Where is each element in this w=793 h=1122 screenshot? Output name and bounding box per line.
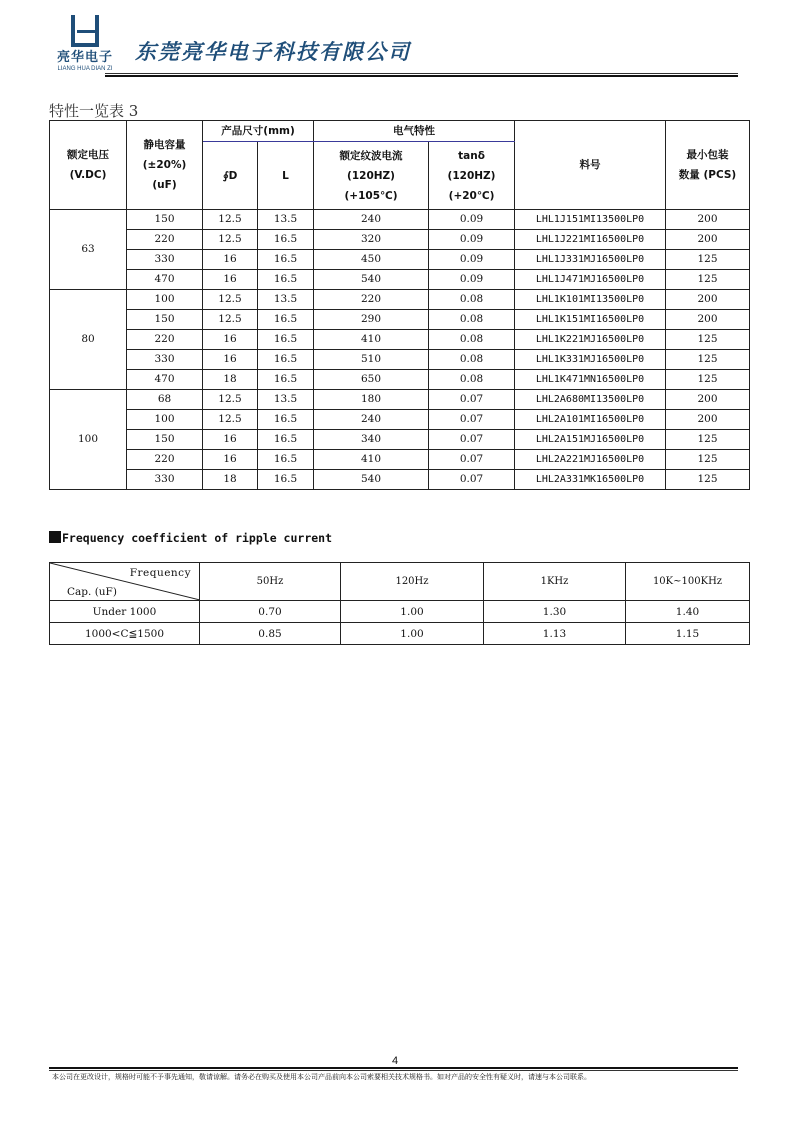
company-logo bbox=[50, 13, 120, 73]
section-title: 特性一览表 3 bbox=[49, 102, 139, 120]
header-text: (120HZ) bbox=[447, 169, 496, 182]
tan-delta-cell: 0.09 bbox=[429, 210, 515, 230]
header-text: 数量 (PCS) bbox=[678, 169, 737, 181]
tan-delta-cell: 0.07 bbox=[429, 470, 515, 490]
logo-chinese-text: 亮华电子 bbox=[56, 50, 113, 65]
length-cell: 16.5 bbox=[258, 430, 314, 450]
header-product-size: 产品尺寸(mm) bbox=[203, 121, 314, 142]
length-cell: 16.5 bbox=[258, 330, 314, 350]
length-cell: 16.5 bbox=[258, 270, 314, 290]
logo-english-text: LIANG HUA DIAN ZI bbox=[57, 66, 113, 72]
length-cell: 13.5 bbox=[258, 290, 314, 310]
capacitance-cell: 330 bbox=[127, 470, 203, 490]
spec-table-row bbox=[50, 470, 750, 490]
header-text: 静电容量 bbox=[143, 139, 186, 151]
ripple-current-cell: 410 bbox=[314, 450, 429, 470]
freq-value: 1.40 bbox=[626, 601, 750, 623]
min-pack-cell: 200 bbox=[666, 410, 750, 430]
capacitance-cell: 68 bbox=[127, 390, 203, 410]
spec-table-row bbox=[50, 390, 750, 410]
diameter-cell: 12.5 bbox=[203, 210, 258, 230]
ripple-current-cell: 340 bbox=[314, 430, 429, 450]
freq-title-text: Frequency coefficient of ripple current bbox=[62, 531, 333, 545]
min-pack-cell: 200 bbox=[666, 310, 750, 330]
ripple-current-cell: 540 bbox=[314, 270, 429, 290]
part-number-cell: LHL1K221MJ16500LP0 bbox=[515, 330, 666, 350]
min-pack-cell: 125 bbox=[666, 470, 750, 490]
freq-value: 0.70 bbox=[200, 601, 341, 623]
min-pack-cell: 125 bbox=[666, 270, 750, 290]
freq-value: 1.00 bbox=[341, 601, 484, 623]
logo-lh-mark-icon bbox=[68, 15, 102, 49]
min-pack-cell: 200 bbox=[666, 230, 750, 250]
header-text: 额定电压 bbox=[67, 149, 109, 161]
tan-delta-cell: 0.09 bbox=[429, 270, 515, 290]
footer-divider bbox=[49, 1070, 738, 1071]
capacitance-cell: 330 bbox=[127, 350, 203, 370]
page-number: 4 bbox=[392, 1055, 399, 1067]
tan-delta-cell: 0.09 bbox=[429, 250, 515, 270]
header-diameter: ∮D bbox=[203, 142, 258, 210]
freq-row bbox=[50, 601, 750, 623]
capacitance-cell: 100 bbox=[127, 290, 203, 310]
header-text: (V.DC) bbox=[69, 169, 107, 181]
capacitance-cell: 150 bbox=[127, 210, 203, 230]
footer-disclaimer: 本公司在更改设计，规格时可能不予事先通知，敬请谅解。请务必在购买及使用本公司产品前向本公司索要相关技术规格书。如对产品的安全性有疑义时，请速与本公司联系。 bbox=[52, 1073, 591, 1081]
capacitance-cell: 470 bbox=[127, 270, 203, 290]
company-name: 东莞亮华电子科技有限公司 bbox=[135, 40, 411, 64]
part-number-cell: LHL2A331MK16500LP0 bbox=[515, 470, 666, 490]
part-number-cell: LHL2A101MI16500LP0 bbox=[515, 410, 666, 430]
header-text: 最小包装 bbox=[686, 149, 729, 161]
freq-col-header: 50Hz bbox=[200, 563, 341, 601]
spec-table-row bbox=[50, 250, 750, 270]
freq-row bbox=[50, 623, 750, 645]
header-text: (±20%) bbox=[142, 159, 187, 171]
length-cell: 16.5 bbox=[258, 470, 314, 490]
tan-delta-cell: 0.08 bbox=[429, 290, 515, 310]
spec-table-row bbox=[50, 210, 750, 230]
diameter-cell: 16 bbox=[203, 250, 258, 270]
header-rated-voltage bbox=[50, 121, 127, 210]
header-ripple-current bbox=[314, 142, 429, 210]
corner-header-cell bbox=[50, 563, 200, 601]
freq-col-header: 1KHz bbox=[484, 563, 626, 601]
rated-voltage-cell: 63 bbox=[50, 210, 127, 290]
tan-delta-cell: 0.07 bbox=[429, 430, 515, 450]
spec-table-row bbox=[50, 290, 750, 310]
header-text: (+20℃) bbox=[448, 189, 495, 202]
tan-delta-cell: 0.08 bbox=[429, 370, 515, 390]
black-square-bullet-icon bbox=[49, 531, 61, 543]
part-number-cell: LHL2A151MJ16500LP0 bbox=[515, 430, 666, 450]
spec-table-row bbox=[50, 330, 750, 350]
part-number-cell: LHL2A221MJ16500LP0 bbox=[515, 450, 666, 470]
header-tan-delta bbox=[429, 142, 515, 210]
part-number-cell: LHL1J471MJ16500LP0 bbox=[515, 270, 666, 290]
part-number-cell: LHL2A680MI13500LP0 bbox=[515, 390, 666, 410]
min-pack-cell: 125 bbox=[666, 430, 750, 450]
freq-row-label: Under 1000 bbox=[50, 601, 200, 623]
header-text: 额定纹波电流 bbox=[339, 149, 403, 162]
diameter-cell: 18 bbox=[203, 470, 258, 490]
diameter-cell: 12.5 bbox=[203, 230, 258, 250]
corner-capacitance-label: Cap. (uF) bbox=[67, 586, 117, 598]
corner-frequency-label: Frequency bbox=[129, 567, 191, 579]
header-length: L bbox=[258, 142, 314, 210]
header-divider bbox=[105, 73, 738, 74]
frequency-coefficient-table bbox=[49, 562, 750, 645]
tan-delta-cell: 0.08 bbox=[429, 330, 515, 350]
part-number-cell: LHL1K331MJ16500LP0 bbox=[515, 350, 666, 370]
diameter-cell: 12.5 bbox=[203, 410, 258, 430]
rated-voltage-cell: 100 bbox=[50, 390, 127, 490]
spec-table-row bbox=[50, 310, 750, 330]
diameter-cell: 12.5 bbox=[203, 390, 258, 410]
header-divider-thick bbox=[105, 75, 738, 77]
header-capacitance bbox=[127, 121, 203, 210]
min-pack-cell: 125 bbox=[666, 350, 750, 370]
capacitance-cell: 100 bbox=[127, 410, 203, 430]
header-text: (uF) bbox=[152, 179, 177, 191]
length-cell: 16.5 bbox=[258, 250, 314, 270]
diameter-cell: 16 bbox=[203, 450, 258, 470]
length-cell: 16.5 bbox=[258, 350, 314, 370]
spec-table-row bbox=[50, 230, 750, 250]
diameter-cell: 12.5 bbox=[203, 290, 258, 310]
capacitance-cell: 150 bbox=[127, 430, 203, 450]
spec-table-body bbox=[50, 210, 750, 490]
ripple-current-cell: 240 bbox=[314, 410, 429, 430]
diameter-cell: 16 bbox=[203, 350, 258, 370]
freq-value: 1.30 bbox=[484, 601, 626, 623]
freq-row-label: 1000<C≦1500 bbox=[50, 623, 200, 645]
length-cell: 16.5 bbox=[258, 450, 314, 470]
header-electrical: 电气特性 bbox=[314, 121, 515, 142]
part-number-cell: LHL1J151MI13500LP0 bbox=[515, 210, 666, 230]
ripple-current-cell: 290 bbox=[314, 310, 429, 330]
length-cell: 16.5 bbox=[258, 370, 314, 390]
spec-table-row bbox=[50, 410, 750, 430]
freq-value: 1.15 bbox=[626, 623, 750, 645]
tan-delta-cell: 0.08 bbox=[429, 350, 515, 370]
freq-value: 0.85 bbox=[200, 623, 341, 645]
part-number-cell: LHL1J221MI16500LP0 bbox=[515, 230, 666, 250]
part-number-cell: LHL1K151MI16500LP0 bbox=[515, 310, 666, 330]
spec-table-row bbox=[50, 350, 750, 370]
freq-value: 1.00 bbox=[341, 623, 484, 645]
length-cell: 13.5 bbox=[258, 390, 314, 410]
length-cell: 16.5 bbox=[258, 230, 314, 250]
header-text: tanδ bbox=[458, 149, 485, 162]
freq-col-header: 10K~100KHz bbox=[626, 563, 750, 601]
tan-delta-cell: 0.09 bbox=[429, 230, 515, 250]
capacitance-cell: 220 bbox=[127, 230, 203, 250]
diameter-cell: 12.5 bbox=[203, 310, 258, 330]
footer-divider-thick bbox=[49, 1067, 738, 1069]
diameter-cell: 16 bbox=[203, 430, 258, 450]
min-pack-cell: 125 bbox=[666, 370, 750, 390]
part-number-cell: LHL1K101MI13500LP0 bbox=[515, 290, 666, 310]
capacitance-cell: 220 bbox=[127, 450, 203, 470]
part-number-cell: LHL1J331MJ16500LP0 bbox=[515, 250, 666, 270]
rated-voltage-cell: 80 bbox=[50, 290, 127, 390]
tan-delta-cell: 0.07 bbox=[429, 410, 515, 430]
min-pack-cell: 125 bbox=[666, 330, 750, 350]
ripple-current-cell: 240 bbox=[314, 210, 429, 230]
ripple-current-cell: 410 bbox=[314, 330, 429, 350]
diameter-cell: 16 bbox=[203, 330, 258, 350]
spec-table-row bbox=[50, 450, 750, 470]
ripple-current-cell: 510 bbox=[314, 350, 429, 370]
part-number-cell: LHL1K471MN16500LP0 bbox=[515, 370, 666, 390]
capacitance-cell: 150 bbox=[127, 310, 203, 330]
min-pack-cell: 200 bbox=[666, 390, 750, 410]
spec-table-row bbox=[50, 270, 750, 290]
capacitance-cell: 330 bbox=[127, 250, 203, 270]
capacitance-cell: 220 bbox=[127, 330, 203, 350]
min-pack-cell: 200 bbox=[666, 210, 750, 230]
header-part-number: 料号 bbox=[515, 121, 666, 210]
ripple-current-cell: 220 bbox=[314, 290, 429, 310]
length-cell: 16.5 bbox=[258, 410, 314, 430]
min-pack-cell: 200 bbox=[666, 290, 750, 310]
tan-delta-cell: 0.08 bbox=[429, 310, 515, 330]
freq-value: 1.13 bbox=[484, 623, 626, 645]
ripple-current-cell: 540 bbox=[314, 470, 429, 490]
freq-section-title bbox=[49, 531, 332, 545]
tan-delta-cell: 0.07 bbox=[429, 450, 515, 470]
header-min-pack bbox=[666, 121, 750, 210]
spec-table bbox=[49, 120, 750, 490]
capacitance-cell: 470 bbox=[127, 370, 203, 390]
header-text: (+105℃) bbox=[344, 189, 398, 202]
diameter-cell: 18 bbox=[203, 370, 258, 390]
length-cell: 16.5 bbox=[258, 310, 314, 330]
spec-table-row bbox=[50, 370, 750, 390]
min-pack-cell: 125 bbox=[666, 250, 750, 270]
min-pack-cell: 125 bbox=[666, 450, 750, 470]
diameter-cell: 16 bbox=[203, 270, 258, 290]
spec-table-row bbox=[50, 430, 750, 450]
ripple-current-cell: 320 bbox=[314, 230, 429, 250]
ripple-current-cell: 180 bbox=[314, 390, 429, 410]
length-cell: 13.5 bbox=[258, 210, 314, 230]
freq-col-header: 120Hz bbox=[341, 563, 484, 601]
tan-delta-cell: 0.07 bbox=[429, 390, 515, 410]
ripple-current-cell: 450 bbox=[314, 250, 429, 270]
ripple-current-cell: 650 bbox=[314, 370, 429, 390]
header-text: (120HZ) bbox=[347, 169, 395, 182]
